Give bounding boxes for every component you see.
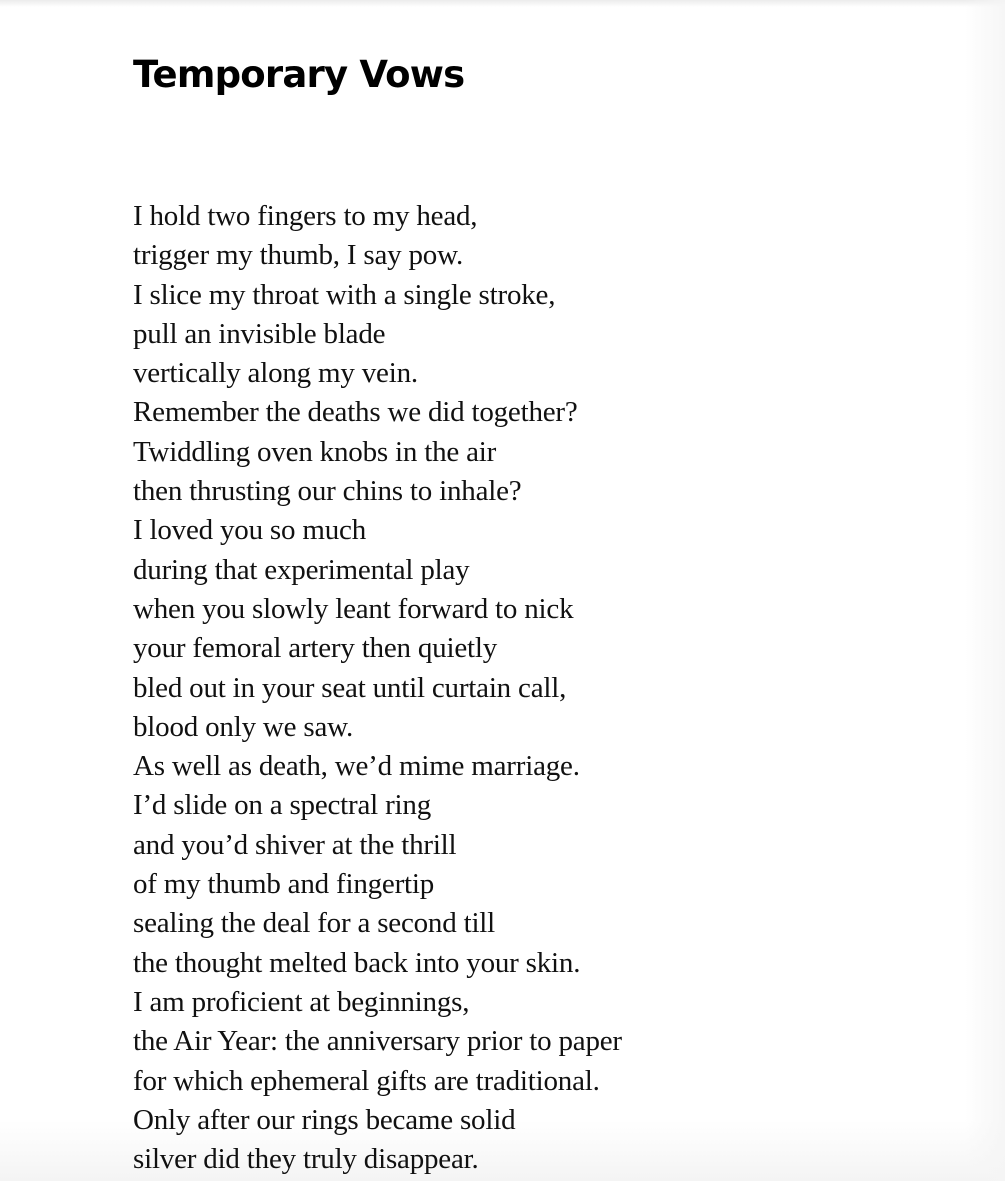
poem-line: the Air Year: the anniversary prior to paper [133,1025,622,1058]
poem-title: Temporary Vows [133,53,465,96]
poem-line: for which ephemeral gifts are traditional. [133,1064,600,1097]
poem-line: I slice my throat with a single stroke, [133,278,556,311]
poem-body [133,197,622,1179]
poem-line: vertically along my vein. [133,357,418,390]
poem-line: sealing the deal for a second till [133,907,496,940]
poem-line: I’d slide on a spectral ring [133,789,431,822]
poem-line: bled out in your seat until curtain call, [133,671,567,704]
poem-line: I loved you so much [133,514,367,547]
poem-line: I am proficient at beginnings, [133,985,470,1018]
poem-line: Only after our rings became solid [133,1103,516,1136]
poem-line: As well as death, we’d mime marriage. [133,750,580,783]
poem-line: then thrusting our chins to inhale? [133,475,522,508]
poem-line: when you slowly leant forward to nick [133,592,574,625]
poem-line: Remember the deaths we did together? [133,396,578,429]
page-edge-shadow [965,0,1005,1181]
poem-line: during that experimental play [133,553,470,586]
poem-line: Twiddling oven knobs in the air [133,435,497,468]
poem-line: of my thumb and fingertip [133,868,435,901]
poem-line: I hold two fingers to my head, [133,200,478,232]
poem-line: pull an invisible blade [133,317,386,350]
poem-line: and you’d shiver at the thrill [133,828,457,861]
poem-line: silver did they truly disappear. [133,1143,479,1176]
poem-line: trigger my thumb, I say pow. [133,239,463,272]
poem-line: the thought melted back into your skin. [133,946,581,979]
poem-line: blood only we saw. [133,710,354,743]
poem-line: your femoral artery then quietly [133,632,498,665]
